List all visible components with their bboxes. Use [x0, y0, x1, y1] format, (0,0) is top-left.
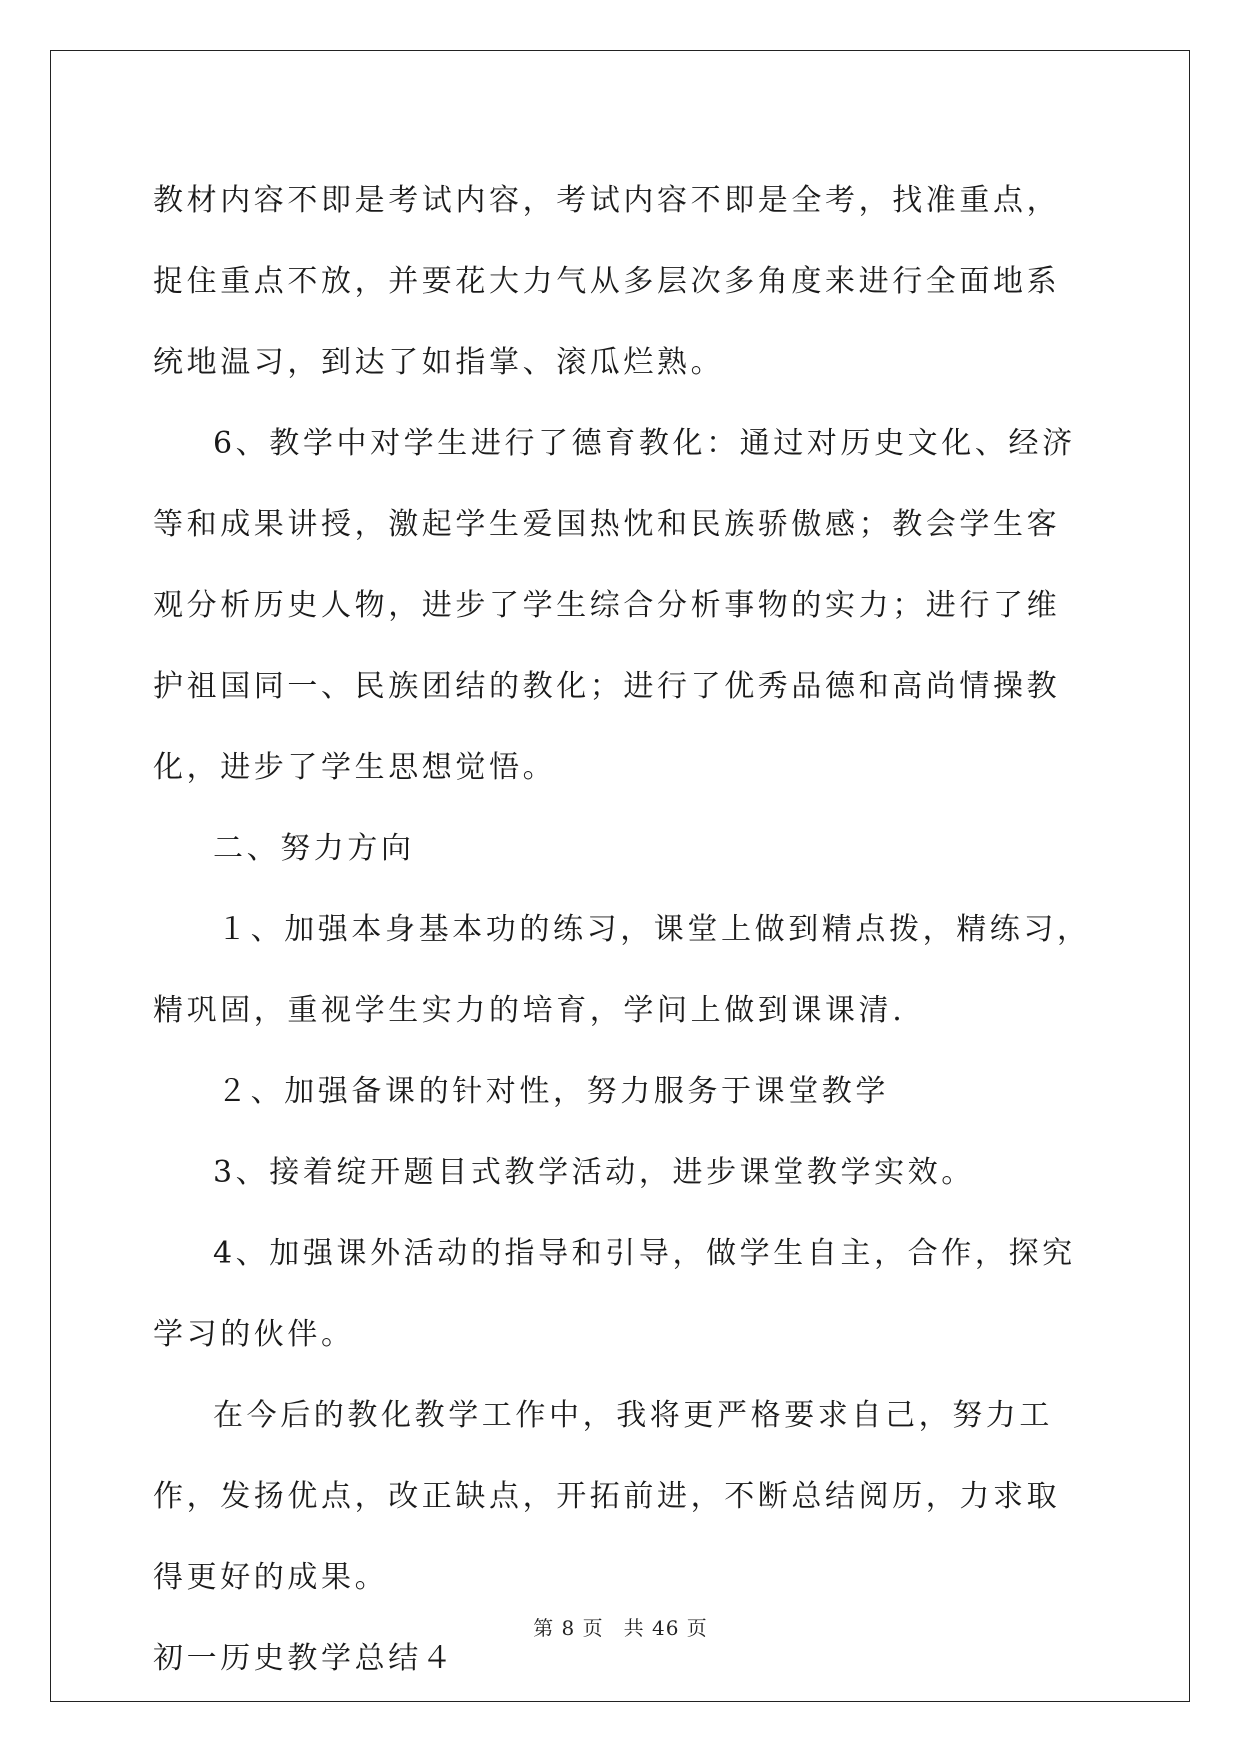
- section-heading-direction: 二、努力方向: [213, 831, 415, 866]
- document-body: [153, 160, 1093, 1699]
- list-item-extracurricular: 4、加强课外活动的指导和引导，做学生自主，合作，探究学习的伙伴。: [153, 1236, 1076, 1352]
- list-item-topic-teaching: 3、接着绽开题目式教学活动，进步课堂教学实效。: [213, 1155, 975, 1190]
- paragraph-moral-education: 6、教学中对学生进行了德育教化：通过对历史文化、经济等和成果讲授，激起学生爱国热忱和民族骄傲感；教会学生客观分析历史人物，进步了学生综合分析事物的实力；进行了维护祖国同一、民族团结的教化；进行了优秀品德和高尚情操教化，进步了学生思想觉悟。: [153, 426, 1076, 785]
- next-section-title: 初一历史教学总结４: [153, 1641, 456, 1676]
- page-footer: [0, 1612, 1241, 1641]
- list-item-lesson-prep: ２、加强备课的针对性，努力服务于课堂教学: [217, 1074, 889, 1109]
- list-item-basic-skills: １、加强本身基本功的练习，课堂上做到精点拨，精练习，精巩固，重视学生实力的培育，学问上做到课课清.: [153, 912, 1091, 1028]
- paragraph-conclusion: 在今后的教化教学工作中，我将更严格要求自己，努力工作，发扬优点，改正缺点，开拓前进，不断总结阅历，力求取得更好的成果。: [153, 1398, 1061, 1595]
- page-total: 共 46 页: [623, 1616, 708, 1640]
- page-number: 第 8 页: [533, 1616, 604, 1640]
- paragraph-continuation: 教材内容不即是考试内容，考试内容不即是全考，找准重点，捉住重点不放，并要花大力气从多层次多角度来进行全面地系统地温习，到达了如指掌、滚瓜烂熟。: [153, 183, 1061, 380]
